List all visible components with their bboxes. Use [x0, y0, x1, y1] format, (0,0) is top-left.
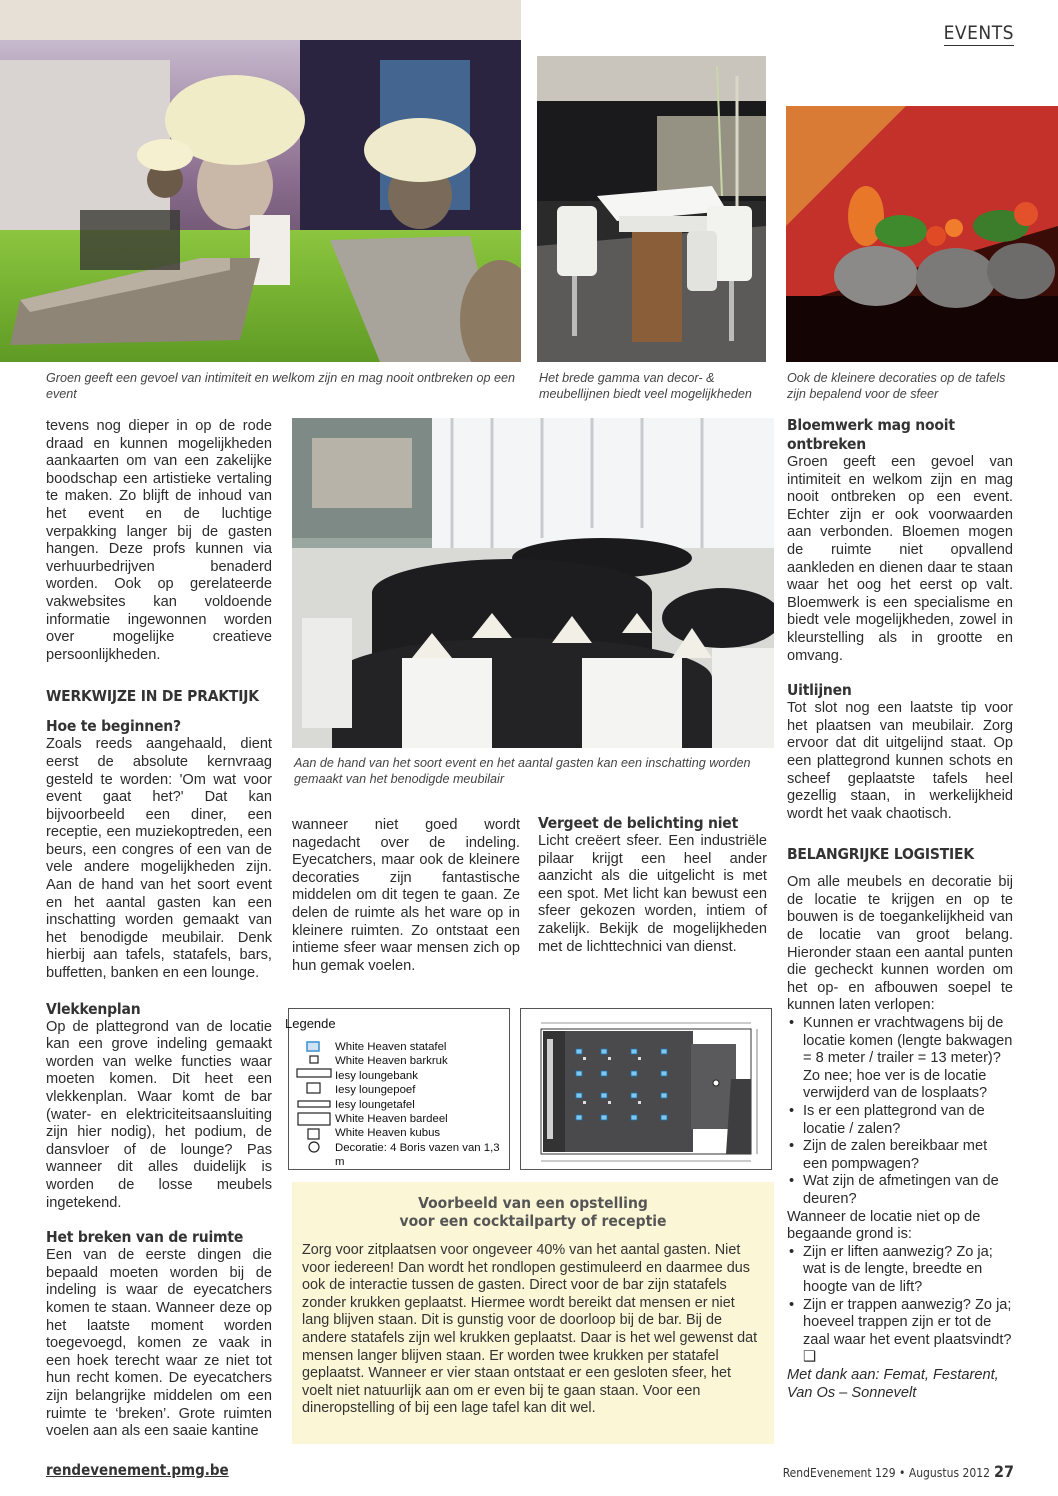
paragraph-vlekkenplan: Op de plattegrond van de locatie kan een grove indeling gemaakt worden van welke functies waar moeten komen. Dit heet een vlekkenplan. Waar komt de bar (water- en elektriciteitsaansluiting zijn hier nodig), het podium, de dansvloer of de lounge? Pas wanneer dit alles duidelijk is worden de losse meubels ingetekend. [46, 1018, 272, 1211]
legend-item: Iesy loungetafel [335, 1098, 415, 1111]
logistiek-list-2 [787, 1244, 1013, 1367]
white-table-photo [537, 56, 766, 362]
paragraph-hoe-te-beginnen: Zoals reeds aangehaald, dient eerst de absolute kernvraag gesteld te worden: 'Om wat voor event gaat het?' Dat kan bijvoorbeeld een diner, een receptie, een muziekoptreden, een beurs, een congres of een van de vele andere mogelijkheden zijn. Aan de hand van het soort event en het aantal gasten kan een inschatting worden gemaakt van het benodigde meubilair. Denk hierbij aan tafels, statafels, bars, buffetten, banken en een lounge. [46, 736, 272, 982]
list-item-text: Zijn er trappen aanwezig? Zo ja; hoeveel trappen zijn er tot de zaal waar het event plaatsvindt? [803, 1296, 1012, 1348]
photo3-caption: Ook de kleinere decoraties op de tafels zijn bepalend voor de sfeer [787, 371, 1006, 401]
tip-title-line-1: Voorbeeld van een opstelling [418, 1194, 648, 1212]
paragraph-indeling: wanneer niet goed wordt nagedacht over de indeling. Eyecatchers, maar ook de kleinere decoraties zijn fantastische middelen om dit tegen te gaan. Ze delen de ruimte als het ware op in kleinere ruimten. Zo ontstaat een intieme sfeer waar mensen zich op hun gemak voelen. [292, 817, 520, 974]
legend-title: Legende [285, 1016, 336, 1031]
photo4-caption: Aan de hand van het soort event en het aantal gasten kan een inschatting worden gemaakt van het benodigde meubilair [294, 756, 751, 786]
heading-belichting: Vergeet de belichting niet [538, 814, 739, 832]
legend-item: Decoratie: 4 Boris vazen van 1,3 m [335, 1141, 500, 1169]
heading-uitlijnen: Uitlijnen [787, 681, 852, 700]
column-4 [787, 416, 1013, 1402]
legend-items [335, 1040, 509, 1169]
flower-decoration-photo [786, 106, 1058, 362]
tip-title-line-2: voor een cocktailparty of receptie [399, 1212, 667, 1230]
legend-item: White Heaven bardeel [335, 1112, 448, 1125]
tip-box [292, 1182, 774, 1444]
photo2-caption: Het brede gamma van decor- & meubellijnen biedt veel mogelijkheden [539, 371, 752, 401]
paragraph-uitlijnen: Tot slot nog een laatste tip voor het plaatsen van meubilair. Zorg ervoor dat dit uitgelijnd staat. Op een plattegrond kunnen schots en scheef geplaatste tafels heel gezellig staan, in werkelijkheid wordt het vaak chaotisch. [787, 700, 1013, 822]
list-item: • Zijn de zalen bereikbaar met een pompwagen? [787, 1138, 1013, 1173]
paragraph-begaande-grond: Wanneer de locatie niet op de begaande grond is: [787, 1208, 981, 1243]
footer-issue-label: RendEvenement 129 • Augustus 2012 [782, 1466, 990, 1480]
heading-bloemwerk: Bloemwerk mag nooit ontbreken [787, 416, 955, 453]
logistiek-list-1 [787, 1015, 1013, 1209]
thanks-line: Met dank aan: Femat, Festarent, Van Os – Sonnevelt [787, 1366, 999, 1401]
list-item: • Wat zijn de afmetingen van de deuren? [787, 1173, 1013, 1208]
list-item: • Kunnen er vrachtwagens bij de locatie komen (lengte bakwagen = 8 meter / trailer = 13 meter)? Zo nee; hoe ver is de locatie verwijderd van de losplaats? [787, 1015, 1013, 1103]
list-item: • Zijn er liften aanwezig? Zo ja; wat is de lengte, breedte en hoogte van de lift? [787, 1244, 1013, 1297]
list-item [787, 1297, 1013, 1367]
paragraph-belichting: Licht creëert sfeer. Een industriële pilaar krijgt een heel ander aanzicht als die uitgelicht is met een spot. Met licht kan bewust een sfeer gekozen worden, intiem of zakelijk. Bekijk de mogelijkheden met de lichttechnici van dienst. [538, 833, 767, 955]
heading-hoe-te-beginnen: Hoe te beginnen? [46, 717, 181, 736]
section-label: EVENTS [943, 22, 1014, 44]
heading-vlekkenplan: Vlekkenplan [46, 999, 141, 1018]
footer-website-link[interactable]: rendevenement.pmg.be [46, 1461, 229, 1479]
legend-item: White Heaven barkruk [335, 1055, 448, 1068]
legend-item: White Heaven statafel [335, 1041, 447, 1053]
event-hall-photo [0, 0, 521, 362]
paragraph-logistiek: Om alle meubels en decoratie bij de locatie te krijgen en op te bouwen is de toegankelijkheid van de locatie van groot belang. Hieronder staan een aantal punten die gecheckt kunnen worden om het op- en afbouwen soepel te kunnen laten verlopen: [787, 874, 1013, 1014]
footer-issue [783, 1462, 1014, 1481]
photo1-caption: Groen geeft een gevoel van intimiteit en welkom zijn en mag nooit ontbreken op een event [46, 371, 516, 401]
floorplan-diagram [520, 1008, 772, 1170]
legend-item: White Heaven kubus [335, 1127, 441, 1140]
section-heading-logistiek: BELANGRIJKE LOGISTIEK [787, 845, 974, 864]
dining-hall-photo [292, 418, 774, 748]
column-3 [538, 814, 767, 956]
column-1 [46, 418, 272, 1441]
legend-item: Iesy loungebank [335, 1069, 418, 1082]
end-mark-icon: ❑ [803, 1349, 817, 1366]
paragraph-bloemwerk: Groen geeft een gevoel van intimiteit en welkom zijn en mag nooit ontbreken op een event. Echter zijn er ook voorwaarden aan verbonden. Bloemen mogen de ruimte niet opvallend aankleden en dienen daar te staan waar het oog het eerst op valt. Bloemwerk is een specialisme en biedt vele mogelijkheden, zowel in kleurstelling als in grootte en omvang. [787, 454, 1013, 664]
heading-breken-ruimte: Het breken van de ruimte [46, 1228, 244, 1247]
legend-item: Iesy loungepoef [335, 1084, 416, 1097]
floorplan-legend [285, 1008, 510, 1170]
section-heading-werkwijze: WERKWIJZE IN DE PRAKTIJK [46, 687, 259, 706]
tip-text: Zorg voor zitplaatsen voor ongeveer 40% van het aantal gasten. Niet voor iedereen! Dan wordt het rondlopen gestimuleerd en daarmee dus ook de interactie tussen de gasten. Direct voor de bar zijn statafels zonder krukken geplaatst. Hiermee wordt bereikt dat mensen er niet lang blijven staan. Dit is gunstig voor de doorloop bij de bar. Bij de andere statafels zijn wel krukken geplaatst. Daar is het wel gewenst dat mensen langer blijven staan. Er worden twee krukken per statafel geplaatst. Wanneer er vier staan ontstaat er een gesloten sfeer, het voelt niet natuurlijk aan om er even bij te gaan staan. Voor een dineropstelling of bij een lage tafel kan dit wel. [302, 1242, 758, 1417]
list-item: • Is er een plattegrond van de locatie / zalen? [787, 1103, 1013, 1138]
paragraph-breken-ruimte: Een van de eerste dingen die bepaald moeten worden bij de indeling is waar de eyecatchers komen te staan. Wanneer deze op het laatste moment worden toegevoegd, komen ze vaak in een hoek terecht waar ze niet tot hun recht komen. De eyecatchers zijn belangrijke middelen om een ruimte te ‘breken’. Grote ruimten voelen aan als een saaie kantine [46, 1247, 272, 1440]
page-number: 27 [993, 1462, 1014, 1481]
legend-symbols [295, 1039, 333, 1157]
column-2 [292, 817, 520, 975]
intro-paragraph: tevens nog dieper in op de rode draad en kunnen mogelijkheden aankaarten om van een zakelijke boodschap een artistieke vertaling te maken. Zo blijft de inhoud van het event en de luchtige verpakking langer bij de gasten hangen. Deze profs kunnen via verhuurbedrijven benaderd worden. Ook op gerelateerde vakwebsites kan voldoende informatie ingewonnen worden over mogelijke creatieve persoonlijkheden. [46, 418, 272, 663]
